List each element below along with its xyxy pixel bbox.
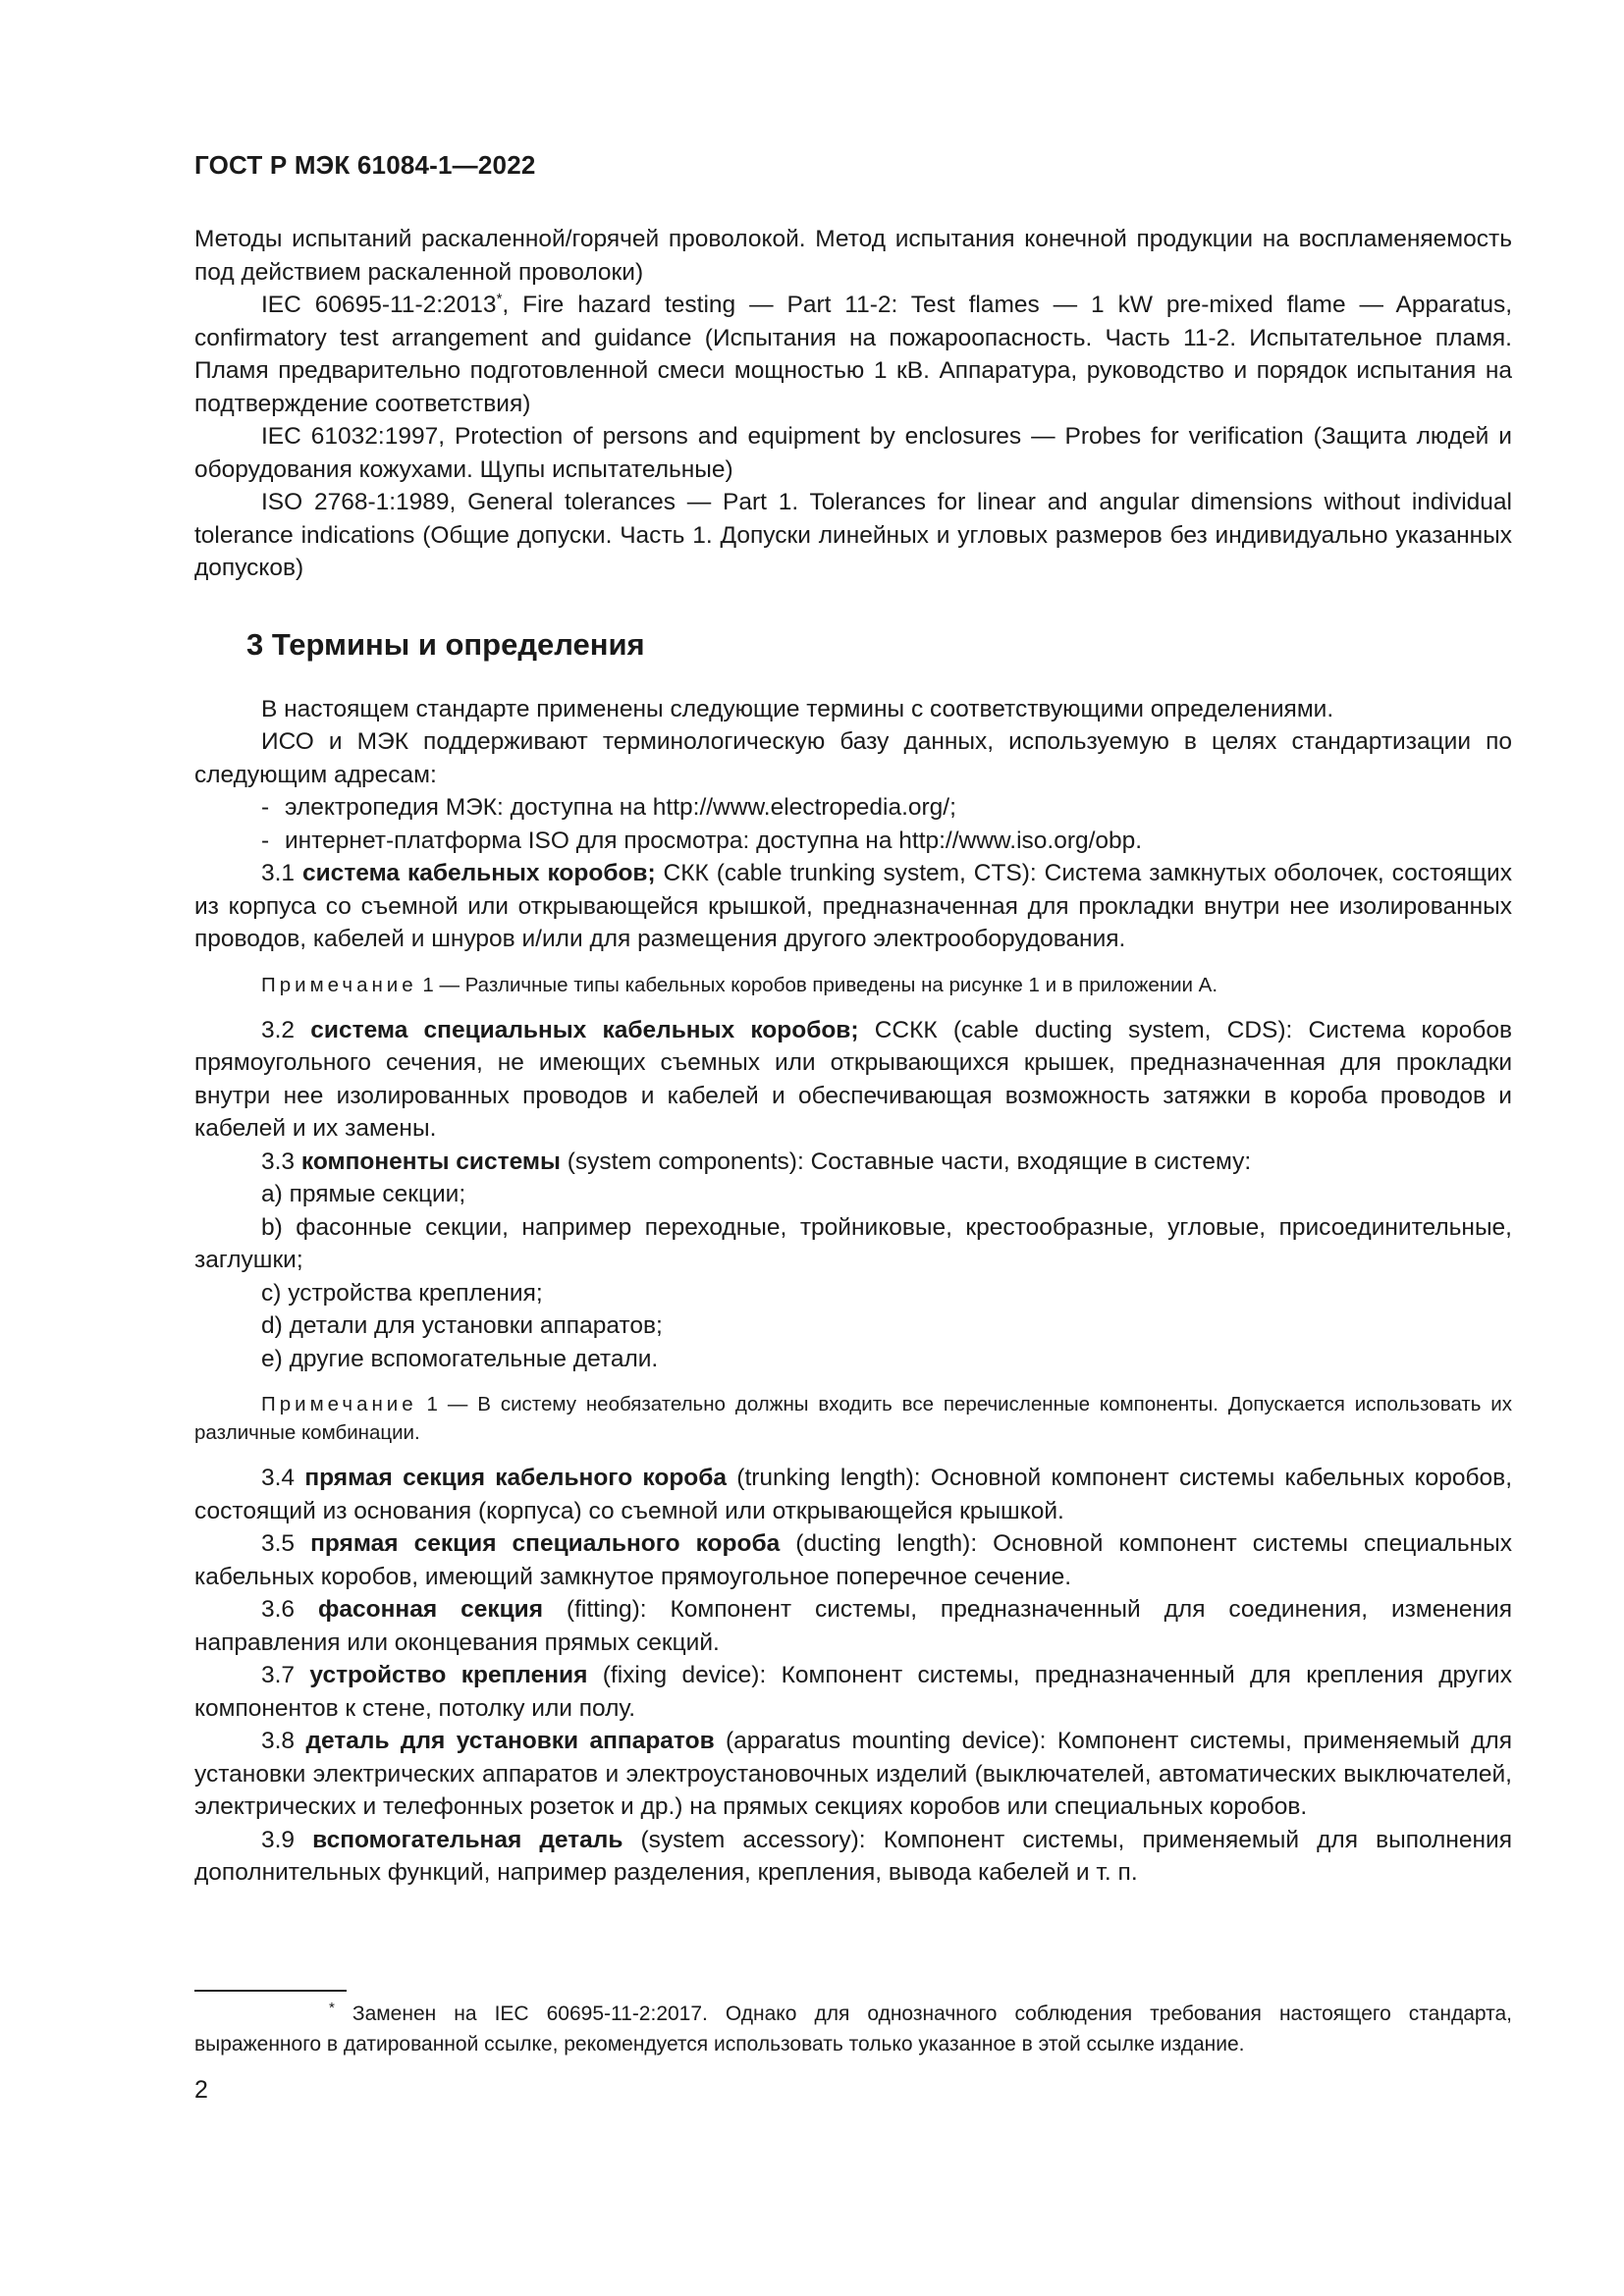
reference-item: ISO 2768-1:1989, General tolerances — Part 1. Tolerances for linear and angular dimensions without individual tolerance indications (Общие допуски. Часть 1. Допуски линейных и угловых размеров без индивидуально указанных допусков)	[194, 489, 1512, 581]
reference-item: IEC 61032:1997, Protection of persons and equipment by enclosures — Probes for verification (Защита людей и оборудования кожухами. Щупы испытательные)	[194, 423, 1512, 483]
term: система кабельных коробов;	[301, 860, 656, 886]
list-item: e) другие вспомогательные детали.	[261, 1345, 659, 1372]
term: фасонная секция	[317, 1596, 544, 1623]
paragraph: ИСО и МЭК поддерживают терминологическую базу данных, используемую в целях стандартизации по следующим адресам:	[194, 728, 1512, 788]
footnote-marker: *	[496, 290, 503, 307]
list-item: a) прямые секции;	[261, 1181, 466, 1207]
term: компоненты системы	[300, 1148, 561, 1175]
term-definition: 3.7 устройство крепления (fixing device): Компонент системы, предназначенный для крепления других компонентов к стене, потолку или полу.	[194, 1662, 1512, 1722]
list-item: - электропедия МЭК: доступна на http://www.electropedia.org/;	[261, 794, 956, 821]
list-item: d) детали для установки аппаратов;	[261, 1312, 663, 1339]
term-definition: 3.5 прямая секция специального короба (ducting length): Основной компонент системы специальных кабельных коробов, имеющий замкнутое прямоугольное поперечное сечение.	[194, 1530, 1512, 1590]
footnote-marker: *	[329, 2000, 335, 2016]
footnote: * Заменен на IEC 60695-11-2:2017. Однако для однозначного соблюдения требования настоящего стандарта, выраженного в датированной ссылке, рекомендуется использовать только указанное в этой ссылке издание.	[194, 2000, 1512, 2056]
note: Примечание 1 — Различные типы кабельных коробов приведены на рисунке 1 и в приложении А.	[261, 973, 1218, 996]
list-item: - интернет-платформа ISO для просмотра: доступна на http://www.iso.org/obp.	[261, 827, 1143, 854]
term: вспомогательная деталь	[312, 1826, 623, 1853]
list-item: c) устройства крепления;	[261, 1279, 543, 1307]
paragraph: В настоящем стандарте применены следующие термины с соответствующими определениями.	[261, 695, 1334, 722]
footnote-divider	[194, 1990, 347, 1992]
term: деталь для установки аппаратов	[305, 1728, 715, 1754]
term-definition: 3.4 прямая секция кабельного короба (trunking length): Основной компонент системы кабельных коробов, состоящий из основания (корпуса) со съемной или открывающейся крышкой.	[194, 1465, 1513, 1524]
term-definition: 3.8 деталь для установки аппаратов (apparatus mounting device): Компонент системы, применяемый для установки электрических аппаратов и электроустановочных изделий (выключателей, автоматических выключателей, электрических и телефонных розеток и др.) на прямых секциях коробов или специальных коробов.	[194, 1728, 1512, 1820]
term: система специальных кабельных коробов;	[310, 1016, 859, 1043]
term: устройство крепления	[309, 1662, 588, 1688]
page-number: 2	[194, 2076, 208, 2104]
note: Примечание 1 — В систему необязательно должны входить все перечисленные компоненты. Допускается использовать их различные комбинации.	[194, 1393, 1512, 1444]
document-header: ГОСТ Р МЭК 61084-1—2022	[194, 150, 536, 180]
term-definition: 3.6 фасонная секция (fitting): Компонент системы, предназначенный для соединения, изменения направления или оконцевания прямых секций.	[194, 1596, 1512, 1656]
term: прямая секция специального короба	[310, 1530, 781, 1557]
term-definition: 3.1 система кабельных коробов; СКК (cable trunking system, CTS): Система замкнутых оболочек, состоящих из корпуса со съемной или открывающейся крышкой, предназначенная для прокладки внутри нее изолированных проводов, кабелей и шнуров и/или для размещения другого электрооборудования.	[194, 860, 1512, 952]
reference-item: IEC 60695-11-2:2013*, Fire hazard testing — Part 11-2: Test flames — 1 kW pre-mixed flame — Apparatus, confirmatory test arrangement and guidance (Испытания на пожароопасность. Часть 11-2. Испытательное пламя. Пламя предварительно подготовленной смеси мощностью 1 кВ. Аппаратура, руководство и порядок испытания на подтверждение соответствия)	[194, 290, 1513, 417]
term: прямая секция кабельного короба	[304, 1465, 728, 1491]
reference-continuation: Методы испытаний раскаленной/горячей проволокой. Метод испытания конечной продукции на воспламеняемость под действием раскаленной проволоки)	[194, 226, 1512, 286]
term-definition: 3.2 система специальных кабельных коробов; ССКК (cable ducting system, CDS): Система коробов прямоугольного сечения, не имеющих съемных или открывающихся крышек, предназначенная для прокладки внутри нее изолированных проводов и кабелей и обеспечивающая возможность затяжки в короба проводов и кабелей и их замены.	[194, 1016, 1512, 1142]
list-item: b) фасонные секции, например переходные, тройниковые, крестообразные, угловые, присоединительные, заглушки;	[194, 1213, 1512, 1273]
document-body	[194, 223, 1512, 1890]
section-heading: 3 Термины и определения	[246, 626, 645, 662]
term-definition: 3.9 вспомогательная деталь (system accessory): Компонент системы, применяемый для выполнения дополнительных функций, например разделения, крепления, вывода кабелей и т. п.	[194, 1826, 1512, 1886]
term-definition: 3.3 компоненты системы (system components): Составные части, входящие в систему:	[261, 1148, 1252, 1175]
